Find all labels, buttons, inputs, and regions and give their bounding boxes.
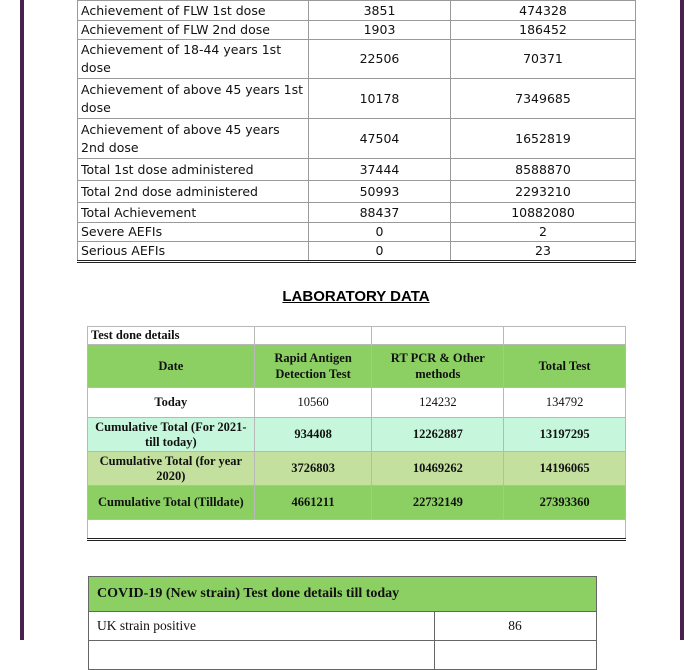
strain-table-title: COVID-19 (New strain) Test done details till today [89, 577, 597, 612]
laboratory-data-heading: LABORATORY DATA [282, 288, 430, 305]
vaccination-table [77, 0, 636, 263]
page-border-left [20, 0, 24, 640]
cumulative-value: 8588870 [451, 159, 636, 181]
row-label: Achievement of FLW 1st dose [78, 1, 309, 21]
row-value: 86 [435, 612, 597, 641]
table-row [78, 119, 636, 159]
cumulative-value: 474328 [451, 1, 636, 21]
row-label: Achievement of above 45 years 1st dose [78, 79, 309, 119]
today-value: 3851 [309, 1, 451, 21]
today-value: 0 [309, 242, 451, 262]
row-label: Total 2nd dose administered [78, 181, 309, 203]
row-label: Achievement of 18-44 years 1st dose [78, 40, 309, 79]
rapid-value: 3726803 [254, 452, 372, 486]
today-value: 50993 [309, 181, 451, 203]
table-row [88, 452, 626, 486]
row-label: Total Achievement [78, 203, 309, 223]
table-caption: Test done details [88, 327, 255, 345]
table-row [78, 181, 636, 203]
cumulative-value: 186452 [451, 21, 636, 40]
rapid-value: 10560 [254, 388, 372, 418]
table-row [88, 486, 626, 520]
row-label: Serious AEFIs [78, 242, 309, 262]
total-value: 27393360 [504, 486, 626, 520]
row-label: Cumulative Total (Tilldate) [88, 486, 255, 520]
table-row [78, 1, 636, 21]
today-value: 1903 [309, 21, 451, 40]
row-label: Cumulative Total (for year 2020) [88, 452, 255, 486]
table-header-row [88, 345, 626, 388]
rtpcr-value: 22732149 [372, 486, 504, 520]
rapid-value: 4661211 [254, 486, 372, 520]
today-value: 37444 [309, 159, 451, 181]
row-label: UK strain positive [89, 612, 435, 641]
new-strain-table [88, 576, 597, 670]
today-value: 88437 [309, 203, 451, 223]
table-caption-row [88, 327, 626, 345]
table-row [78, 159, 636, 181]
row-label: Today [88, 388, 255, 418]
cumulative-value: 2293210 [451, 181, 636, 203]
cumulative-value: 70371 [451, 40, 636, 79]
table-row [78, 223, 636, 242]
page-border-right [680, 0, 684, 640]
today-value: 10178 [309, 79, 451, 119]
column-header: Total Test [504, 345, 626, 388]
column-header: Rapid Antigen Detection Test [254, 345, 372, 388]
column-header: RT PCR & Other methods [372, 345, 504, 388]
total-value: 14196065 [504, 452, 626, 486]
table-header-row [89, 577, 597, 612]
row-label: Cumulative Total (For 2021- till today) [88, 418, 255, 452]
rtpcr-value: 10469262 [372, 452, 504, 486]
rapid-value: 934408 [254, 418, 372, 452]
cumulative-value: 23 [451, 242, 636, 262]
cumulative-value: 7349685 [451, 79, 636, 119]
row-label: Total 1st dose administered [78, 159, 309, 181]
total-value: 13197295 [504, 418, 626, 452]
laboratory-table [87, 326, 626, 541]
table-row [88, 418, 626, 452]
cumulative-value: 10882080 [451, 203, 636, 223]
table-row [89, 641, 597, 670]
total-value: 134792 [504, 388, 626, 418]
table-row [78, 40, 636, 79]
today-value: 22506 [309, 40, 451, 79]
row-label: Severe AEFIs [78, 223, 309, 242]
today-value: 47504 [309, 119, 451, 159]
table-row [78, 242, 636, 262]
cumulative-value: 1652819 [451, 119, 636, 159]
today-value: 0 [309, 223, 451, 242]
rtpcr-value: 12262887 [372, 418, 504, 452]
row-label: Achievement of above 45 years 2nd dose [78, 119, 309, 159]
table-row [78, 21, 636, 40]
cumulative-value: 2 [451, 223, 636, 242]
row-label: Achievement of FLW 2nd dose [78, 21, 309, 40]
table-blank-row [88, 520, 626, 540]
table-row [78, 203, 636, 223]
table-row [89, 612, 597, 641]
column-header: Date [88, 345, 255, 388]
table-row [78, 79, 636, 119]
table-row [88, 388, 626, 418]
rtpcr-value: 124232 [372, 388, 504, 418]
